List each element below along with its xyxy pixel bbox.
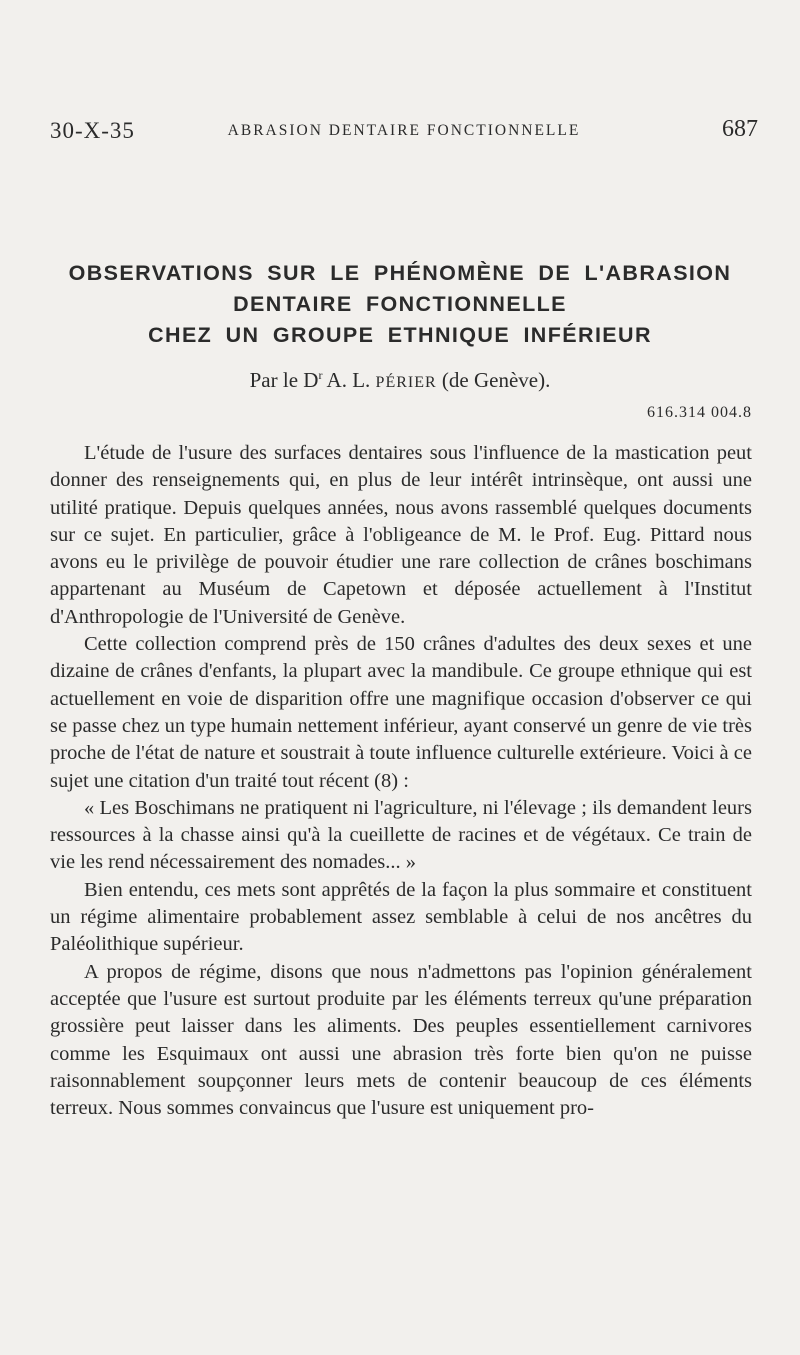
byline-prefix: Par le D: [249, 368, 319, 392]
author-byline: [40, 368, 760, 393]
byline-initials: A. L.: [322, 368, 376, 392]
paragraph-1: L'étude de l'usure des surfaces dentaires sous l'influence de la mastication peut donner des renseignements qui, en plus de leur intérêt intrinsèque, ont aussi une utilité pratique. Depuis quelques années, nous avons rassemblé quelques documents sur ce sujet. En particulier, grâce à l'obligeance de M. le Prof. Eug. Pittard nous avons eu le privilège de pouvoir étudier une rare collection de crânes boschimans appartenant au Muséum de Capetown et déposée actuellement à l'Institut d'Anthropologie de l'Université de Genève.: [50, 442, 752, 628]
byline-suffix: (de Genève).: [436, 368, 551, 392]
byline-sup: r: [318, 368, 323, 382]
author-name: PÉRIER: [375, 374, 437, 391]
article-title: [40, 258, 760, 351]
paragraph-3-quote: « Les Boschimans ne pratiquent ni l'agriculture, ni l'élevage ; ils demandent leurs ressources à la chasse ainsi qu'à la cueillette de racines et de végétaux. Ce train de vie les rend nécessairement des nomades... »: [50, 796, 752, 874]
title-line-2: DENTAIRE FONCTIONNELLE: [233, 292, 567, 316]
title-line-1: OBSERVATIONS SUR LE PHÉNOMÈNE DE L'ABRASION: [68, 261, 732, 285]
running-head-date: 30-X-35: [50, 118, 135, 143]
paragraph-4: Bien entendu, ces mets sont apprêtés de la façon la plus sommaire et constituent un régime alimentaire probablement assez semblable à celui de nos ancêtres du Paléolithique supérieur.: [50, 878, 752, 956]
classification-code: 616.314 004.8: [647, 404, 752, 421]
paragraph-2: Cette collection comprend près de 150 crânes d'adultes des deux sexes et une dizaine de crânes d'enfants, la plupart avec la mandibule. Ce groupe ethnique qui est actuellement en voie de disparition offre une magnifique occasion d'observer ce qui se passe chez un type humain nettement inférieur, ayant conservé un genre de vie très proche de l'état de nature et soustrait à toute influence culturelle extérieure. Voici à ce sujet une citation d'un traité tout récent (8) :: [50, 633, 752, 792]
running-head-title: ABRASION DENTAIRE FONCTIONNELLE: [227, 122, 581, 139]
title-line-3: CHEZ UN GROUPE ETHNIQUE INFÉRIEUR: [148, 323, 652, 347]
article-body: [50, 440, 752, 1122]
page-number: 687: [722, 116, 758, 142]
running-head: [50, 112, 758, 148]
paragraph-5: A propos de régime, disons que nous n'admettons pas l'opinion généralement acceptée que l'usure est surtout produite par les éléments terreux qu'une préparation grossière peut laisser dans les aliments. Des peuples essentiellement carnivores comme les Esquimaux ont aussi une abrasion très forte bien qu'on ne puisse raisonnablement soupçonner leurs mets de contenir beaucoup de ces éléments terreux. Nous sommes convaincus que l'usure est uniquement pro-: [50, 960, 752, 1120]
